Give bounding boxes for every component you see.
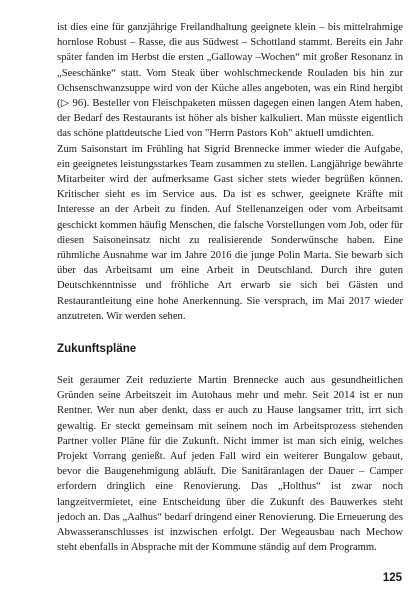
- section-heading-future-plans: Zukunftspläne: [57, 342, 137, 356]
- page-number: 125: [382, 572, 402, 584]
- paragraph-season-team: Zum Saisonstart im Frühling hat Sigrid Brennecke immer wieder die Aufgabe, ein geeignetes leistungsstarkes Team zusammen zu stellen. Langjährige bewährte Mitarbeiter wird der aufmerksame Gast sicher stets wieder begrüßen können. Kritischer sieht es im Service aus. Da ist es schwer, geeignete Kräfte mit Interesse an der Arbeit zu finden. Auf Stellenanzeigen oder vom Arbeitsamt geschickt kommen häufig Menschen, die falsche Vorstellungen vom Job, oder für diesen Saisoneinsatz nicht zu realisierende Sonderwünsche haben. Eine rühmliche Ausnahme war im Jahre 2016 die junge Polin Marta. Sie bewarb sich über das Arbeitsamt um eine Arbeit in Deutschland. Durch ihre guten Deutschkenntnisse und fröhliche Art erwarb sie sich bei Gästen und Restaurantleitung eine hohe Anerkennung. Sie versprach, im Mai 2017 wieder anzutreten. Wir werden sehen.: [57, 143, 403, 322]
- paragraph-galloway-beef: ist dies eine für ganzjährige Freilandhaltung geeignete klein – bis mittelrahmige hornlose Robust – Rasse, die aus Südwest – Schottland stammt. Bereits ein Jahr später fanden im Herbst die ersten „Galloway –Wochen“ mit großer Resonanz in „Seeschänke“ statt. Vom Steak über wohlschmeckende Rouladen bis hin zur Ochsenschwanzsuppe wird von der Küche alles angeboten, was ein Rind hergibt (▷ 96). Besteller von Fleischpaketen müssen dagegen einen langen Atem haben, der Bedarf des Restaurants ist höher als bisher kalkuliert. Man müsste eigentlich das schöne plattdeutsche Lied von "Herrn Pastors Koh" aktuell umdichten.: [57, 22, 403, 140]
- paragraph-future-plans: Seit geraumer Zeit reduzierte Martin Brennecke auch aus gesundheitlichen Gründen seine Arbeitszeit im Autohaus mehr und mehr. Seit 2014 ist er nun Rentner. Wer nun aber denkt, dass er auch zu Hause langsamer tritt, irrt sich gewaltig. Er steckt gemeinsam mit seinem noch im Arbeitsprozess stehenden Partner voller Pläne für die Zukunft. Nicht immer ist man sich einig, welches Projekt Vorrang genießt. Auf jeden Fall wird ein weiterer Bungalow gebaut, bevor die Baugenehmigung abläuft. Die Sanitäranlagen der Dauer – Camper erfordern dringlich eine Renovierung. Das „Holthus“ ist zwar noch langzeitvermietet, eine Entscheidung über die Zukunft des Bauwerkes steht jedoch an. Das „Aalhus“ bedarf dringend einer Renovierung. Die Erneuerung des Abwasseranschlusses ist inzwischen erfolgt. Der Wegeausbau nach Mechow steht ebenfalls in Absprache mit der Kommune ständig auf dem Programm.: [57, 375, 403, 554]
- body-text-column: [57, 20, 403, 556]
